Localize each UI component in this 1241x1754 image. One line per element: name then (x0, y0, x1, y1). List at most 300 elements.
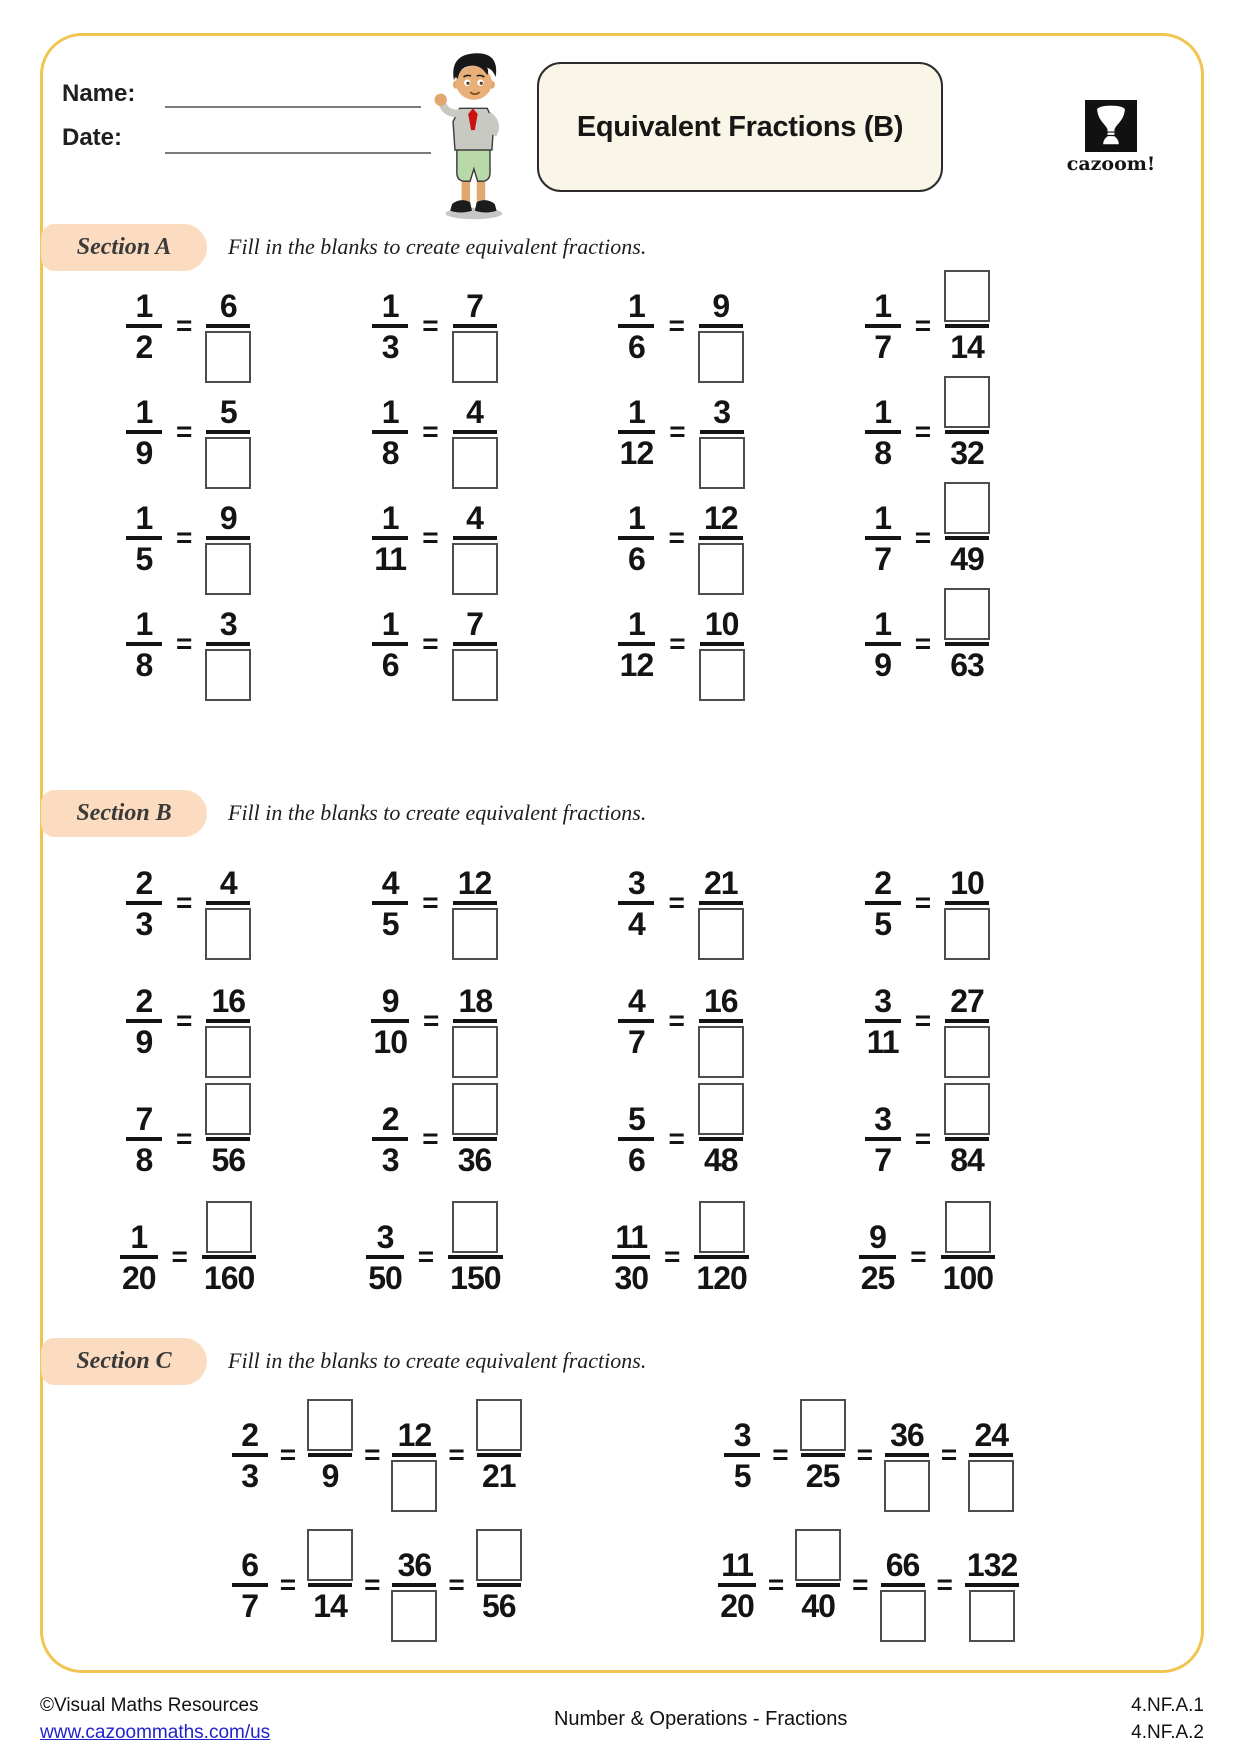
answer-box[interactable] (452, 1201, 498, 1253)
fraction-problem (311, 591, 557, 697)
fraction-part (693, 1259, 749, 1309)
fraction (205, 486, 251, 590)
answer-box[interactable] (944, 376, 990, 428)
fraction-number: 150 (450, 1260, 501, 1296)
fraction-part (452, 646, 498, 696)
fraction-part (133, 1087, 156, 1137)
fraction-problem (804, 844, 1050, 962)
answer-box[interactable] (307, 1399, 353, 1451)
equals-sign: = (914, 416, 932, 447)
fraction (201, 1205, 257, 1309)
fraction-number: 9 (135, 1024, 153, 1060)
fraction-part (969, 1587, 1015, 1637)
fraction-part (944, 905, 990, 955)
fraction (452, 380, 498, 484)
fraction-number: 8 (135, 647, 153, 683)
fraction-number: 100 (942, 1260, 994, 1296)
fraction (617, 274, 655, 378)
fraction-part (479, 1457, 519, 1507)
fraction-problem (311, 1080, 557, 1198)
equals-sign: = (279, 1439, 297, 1470)
fraction-part (133, 646, 156, 696)
fraction-number: 2 (135, 865, 153, 901)
fraction-part (133, 905, 156, 955)
fraction-number: 4 (466, 394, 483, 430)
fraction-part (452, 1023, 498, 1073)
answer-box[interactable] (452, 1083, 498, 1135)
fraction-number: 1 (381, 500, 399, 536)
fraction-number: 16 (704, 983, 738, 1019)
fraction-part (205, 1023, 251, 1073)
fraction (944, 969, 990, 1073)
fraction-part (307, 1533, 353, 1583)
answer-box[interactable] (452, 649, 498, 701)
fraction-part (374, 1205, 397, 1255)
fraction-problem (65, 962, 311, 1080)
fraction-part (871, 905, 894, 955)
fraction-number: 20 (121, 1260, 156, 1296)
answer-box[interactable] (884, 1460, 930, 1512)
answer-box[interactable] (205, 1026, 251, 1078)
fraction-problem (804, 962, 1050, 1080)
fraction-number: 1 (874, 288, 892, 324)
fraction-number: 11 (374, 541, 407, 577)
fraction-number: 5 (628, 1101, 645, 1137)
answer-box[interactable] (944, 908, 990, 960)
fraction (205, 380, 251, 484)
fraction-number: 49 (950, 541, 984, 577)
fraction-problem (65, 1198, 311, 1316)
fraction-part (379, 969, 402, 1019)
fraction (125, 851, 163, 955)
fraction (884, 1403, 930, 1507)
fraction-part (625, 1023, 648, 1073)
fraction-part (463, 274, 486, 324)
fraction-part (699, 646, 745, 696)
answer-box[interactable] (944, 1026, 990, 1078)
answer-box[interactable] (699, 1201, 745, 1253)
fraction (125, 486, 163, 590)
equals-sign: = (914, 310, 932, 341)
equals-sign: = (364, 1439, 381, 1470)
fraction (944, 486, 990, 590)
fraction-part (217, 592, 240, 642)
title-box (537, 62, 943, 192)
fraction-part (699, 1205, 745, 1255)
answer-box[interactable] (452, 331, 498, 383)
drum-icon (1085, 100, 1137, 152)
answer-box[interactable] (476, 1529, 522, 1581)
equals-sign: = (364, 1569, 381, 1600)
fraction (864, 380, 902, 484)
fraction-problem (65, 273, 311, 379)
fraction-number: 12 (397, 1417, 432, 1453)
fraction-part (944, 380, 990, 430)
fraction-part (133, 969, 156, 1019)
fraction-problem (311, 485, 557, 591)
fraction-part (307, 1403, 353, 1453)
fraction (944, 380, 990, 484)
answer-box[interactable] (945, 1201, 991, 1253)
fraction-number: 9 (135, 435, 153, 471)
fraction-part (625, 540, 648, 590)
answer-box[interactable] (205, 331, 251, 383)
fraction-part (217, 851, 240, 901)
fraction-part (395, 1403, 435, 1453)
fraction-number: 27 (950, 983, 984, 1019)
equals-sign: = (940, 1439, 958, 1470)
fraction-number: 7 (874, 1142, 892, 1178)
fraction-part (731, 1403, 754, 1453)
equals-sign: = (668, 1123, 685, 1154)
footer-left (40, 1692, 270, 1746)
fraction-part (379, 486, 402, 536)
fraction-number: 11 (721, 1547, 753, 1583)
equals-sign: = (175, 522, 193, 553)
equals-sign: = (914, 522, 932, 553)
equals-sign: = (422, 628, 439, 659)
answer-box[interactable] (452, 437, 498, 489)
fraction (693, 1205, 749, 1309)
standard-code-2: 4.NF.A.2 (1131, 1722, 1204, 1743)
fraction-part (455, 851, 495, 901)
fraction-part (133, 540, 156, 590)
answer-box[interactable] (452, 543, 498, 595)
fraction-number: 5 (381, 906, 399, 942)
fraction-part (133, 380, 156, 430)
fraction (968, 1403, 1014, 1507)
fraction-part (871, 1141, 894, 1191)
equals-sign: = (914, 1005, 932, 1036)
fraction-number: 6 (628, 1142, 645, 1178)
section-c-label: Section C (76, 1348, 172, 1374)
fraction-part (698, 905, 744, 955)
fraction-part (625, 1087, 648, 1137)
section-header-a (41, 224, 207, 271)
fraction-problem (804, 1080, 1050, 1198)
answer-box[interactable] (944, 270, 990, 322)
fraction-part (866, 1205, 889, 1255)
fraction (231, 1403, 269, 1507)
fraction-part (880, 1587, 926, 1637)
fraction-number: 3 (874, 1101, 892, 1137)
equals-sign: = (668, 310, 685, 341)
fraction-part (379, 851, 402, 901)
equals-sign: = (175, 1005, 193, 1036)
fraction (370, 969, 410, 1073)
fraction-part (463, 380, 486, 430)
fraction (205, 969, 251, 1073)
fraction-problem (804, 591, 1050, 697)
answer-box[interactable] (800, 1399, 846, 1451)
fraction-problem (311, 1198, 557, 1316)
equals-sign: = (914, 887, 932, 918)
fraction-part (871, 486, 894, 536)
fraction-part (452, 905, 498, 955)
answer-box[interactable] (205, 1083, 251, 1135)
fraction-number: 11 (615, 1219, 648, 1255)
fraction-part (476, 1533, 522, 1583)
fraction-problem (558, 1198, 804, 1316)
fraction-part (625, 328, 648, 378)
fraction-part (871, 540, 894, 590)
fraction-part (795, 1533, 841, 1583)
fraction-number: 1 (130, 1219, 148, 1255)
name-line[interactable] (165, 106, 421, 108)
fraction-number: 50 (368, 1260, 402, 1296)
answer-box[interactable] (476, 1399, 522, 1451)
fraction-problem (311, 962, 557, 1080)
fraction-number: 1 (135, 288, 153, 324)
fraction-part (205, 646, 251, 696)
answer-box[interactable] (699, 437, 745, 489)
fraction (205, 1087, 251, 1191)
fraction-part (871, 380, 894, 430)
fraction-part (858, 1259, 898, 1309)
fraction-number: 3 (241, 1458, 259, 1494)
answer-box[interactable] (391, 1460, 437, 1512)
fraction-number: 36 (457, 1142, 492, 1178)
fraction-part (133, 1023, 156, 1073)
equals-sign: = (422, 1123, 439, 1154)
fraction-part (452, 540, 498, 590)
fraction-number: 9 (874, 647, 892, 683)
fraction-number: 12 (457, 865, 492, 901)
fraction (617, 969, 655, 1073)
answer-box[interactable] (452, 908, 498, 960)
answer-box[interactable] (944, 588, 990, 640)
fraction-part (884, 1457, 930, 1507)
fraction-number: 3 (135, 906, 153, 942)
fraction (371, 592, 409, 696)
fraction-part (731, 1457, 754, 1507)
fraction-part (698, 1023, 744, 1073)
fraction (800, 1403, 846, 1507)
fraction-number: 3 (376, 1219, 394, 1255)
fraction-part (945, 1205, 991, 1255)
fraction-part (452, 434, 498, 484)
fraction-part (625, 1141, 648, 1191)
fraction (698, 274, 744, 378)
fraction (964, 1533, 1020, 1637)
fraction-part (968, 1457, 1014, 1507)
fraction (125, 1087, 163, 1191)
fraction-number: 1 (381, 288, 399, 324)
answer-box[interactable] (698, 1083, 744, 1135)
fraction (307, 1403, 353, 1507)
fraction-number: 66 (885, 1547, 920, 1583)
answer-box[interactable] (968, 1460, 1014, 1512)
fraction (699, 592, 745, 696)
fraction-number: 20 (720, 1588, 754, 1624)
fraction (858, 1205, 898, 1309)
answer-box[interactable] (944, 482, 990, 534)
fraction-number: 7 (628, 1024, 645, 1060)
section-b-problems (65, 844, 1050, 1316)
fraction-part (238, 1403, 261, 1453)
fraction-part (625, 274, 648, 324)
fraction-part (379, 380, 402, 430)
answer-box[interactable] (205, 437, 251, 489)
page-title: Equivalent Fractions (B) (576, 110, 904, 143)
fraction-part (864, 1023, 902, 1073)
fraction-part (803, 1457, 843, 1507)
fraction-part (701, 486, 741, 536)
fraction-number: 25 (805, 1458, 840, 1494)
fraction-number: 48 (704, 1142, 738, 1178)
fraction-number: 1 (381, 606, 399, 642)
fraction-problem (130, 1390, 623, 1520)
fraction (125, 969, 163, 1073)
fraction-part (133, 1141, 156, 1191)
fraction-part (371, 540, 409, 590)
fraction-part (447, 1259, 503, 1309)
answer-box[interactable] (698, 908, 744, 960)
answer-box[interactable] (307, 1529, 353, 1581)
fraction-number: 14 (313, 1588, 347, 1624)
fraction-number: 84 (950, 1142, 984, 1178)
fraction-part (391, 1457, 437, 1507)
fraction-number: 21 (481, 1458, 516, 1494)
fraction-part (395, 1533, 435, 1583)
fraction (452, 851, 498, 955)
fraction (365, 1205, 405, 1309)
fraction-problem (558, 962, 804, 1080)
fraction-number: 56 (481, 1588, 516, 1624)
fraction (699, 380, 745, 484)
fraction (617, 851, 655, 955)
fraction (698, 486, 744, 590)
fraction-number: 2 (874, 865, 892, 901)
equals-sign: = (171, 1241, 188, 1272)
fraction-part (612, 1205, 650, 1255)
fraction-part (944, 274, 990, 324)
fraction-number: 11 (866, 1024, 899, 1060)
equals-sign: = (669, 416, 686, 447)
answer-box[interactable] (452, 1026, 498, 1078)
fraction-part (871, 969, 894, 1019)
answer-box[interactable] (205, 543, 251, 595)
fraction-part (611, 1259, 651, 1309)
fraction-number: 36 (397, 1547, 432, 1583)
fraction-problem (558, 273, 804, 379)
website-link[interactable]: www.cazoommaths.com/us (40, 1722, 271, 1743)
fraction-number: 1 (874, 606, 892, 642)
fraction-number: 1 (135, 394, 153, 430)
fraction-number: 14 (950, 329, 984, 365)
fraction-part (940, 1259, 996, 1309)
answer-box[interactable] (205, 649, 251, 701)
fraction-number: 7 (135, 1101, 153, 1137)
fraction-part (238, 1533, 261, 1583)
fraction-number: 6 (381, 647, 399, 683)
fraction (371, 380, 409, 484)
fraction-problem (65, 591, 311, 697)
date-line[interactable] (165, 152, 431, 154)
fraction-number: 160 (203, 1260, 255, 1296)
fraction-number: 40 (801, 1588, 835, 1624)
answer-box[interactable] (795, 1529, 841, 1581)
fraction-number: 3 (381, 329, 399, 365)
equals-sign: = (914, 628, 932, 659)
fraction-part (800, 1403, 846, 1453)
fraction-number: 132 (966, 1547, 1018, 1583)
fraction-problem (558, 379, 804, 485)
fraction-number: 8 (135, 1142, 153, 1178)
answer-box[interactable] (944, 1083, 990, 1135)
fraction-number: 5 (874, 906, 892, 942)
fraction (391, 1533, 437, 1637)
fraction-number: 5 (135, 541, 153, 577)
fraction-part (319, 1457, 342, 1507)
answer-box[interactable] (699, 649, 745, 701)
date-label: Date: (62, 124, 123, 151)
answer-box[interactable] (206, 1201, 252, 1253)
fraction-number: 36 (890, 1417, 924, 1453)
fraction-part (379, 646, 402, 696)
fraction-number: 10 (950, 865, 984, 901)
fraction-part (947, 1141, 987, 1191)
fraction-part (702, 592, 742, 642)
section-c-instruction: Fill in the blanks to create equivalent fractions. (228, 1348, 647, 1373)
fraction-problem (558, 485, 804, 591)
answer-box[interactable] (880, 1590, 926, 1642)
fraction (944, 592, 990, 696)
fraction-part (698, 328, 744, 378)
fraction (452, 969, 498, 1073)
fraction-part (947, 851, 987, 901)
fraction-number: 1 (874, 394, 892, 430)
footer-center-text: Number & Operations - Fractions (553, 1707, 848, 1730)
fraction-number: 30 (614, 1260, 649, 1296)
section-a-label: Section A (76, 234, 172, 260)
fraction-part (701, 969, 741, 1019)
fraction-part (127, 1205, 150, 1255)
fraction-number: 12 (704, 500, 738, 536)
answer-box[interactable] (205, 908, 251, 960)
fraction-number: 18 (458, 983, 493, 1019)
fraction-number: 9 (381, 983, 399, 1019)
fraction-part (871, 434, 894, 484)
fraction (864, 592, 902, 696)
equals-sign: = (422, 887, 439, 918)
answer-box[interactable] (698, 543, 744, 595)
section-header-c (41, 1338, 207, 1385)
fraction-part (310, 1587, 350, 1637)
answer-box[interactable] (969, 1590, 1015, 1642)
fraction (205, 274, 251, 378)
fraction-part (365, 1259, 405, 1309)
fraction (864, 486, 902, 590)
fraction-number: 3 (874, 983, 892, 1019)
equals-sign: = (772, 1439, 789, 1470)
fraction-problem (65, 844, 311, 962)
fraction-part (947, 328, 987, 378)
answer-box[interactable] (391, 1590, 437, 1642)
answer-box[interactable] (698, 331, 744, 383)
equals-sign: = (448, 1569, 465, 1600)
fraction-problem (311, 379, 557, 485)
fraction-part (379, 1087, 402, 1137)
fraction-number: 3 (219, 606, 237, 642)
page-footer (40, 1692, 1204, 1746)
fraction-part (379, 274, 402, 324)
fraction (205, 592, 251, 696)
fraction-part (625, 905, 648, 955)
fraction-problem (804, 485, 1050, 591)
answer-box[interactable] (698, 1026, 744, 1078)
fraction-number: 9 (869, 1219, 886, 1255)
